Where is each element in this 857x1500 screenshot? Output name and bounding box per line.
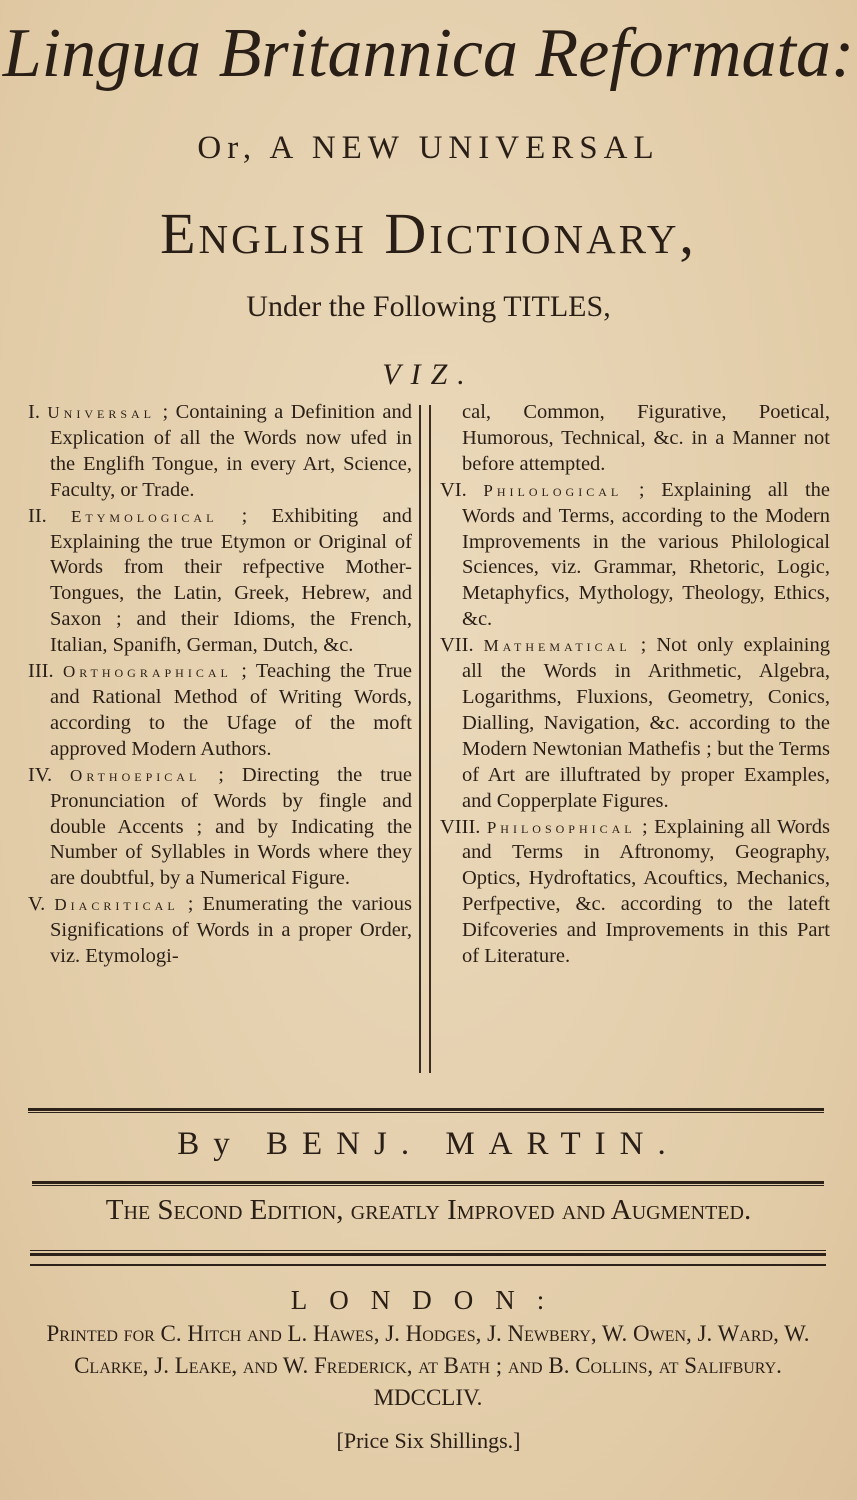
section-entry (440, 633, 830, 814)
title-line-4: Under the Following TITLES, (246, 290, 611, 323)
price-line: [Price Six Shillings.] (336, 1428, 521, 1453)
section-entry (28, 659, 412, 763)
section-text: cal, Common, Figurative, Poetical, Humorous, Technical, &c. in a Manner not before attempted. (462, 401, 830, 475)
column-divider (419, 405, 421, 1073)
section-heading: Orthoepical (70, 765, 201, 785)
left-column (28, 400, 412, 970)
author-line: By BENJ. MARTIN. (177, 1126, 680, 1162)
imprint-printers: Printed for C. Hitch and L. Hawes, J. Hodges, J. Newbery, W. Owen, J. Ward, W. Clarke, J. Leake, and W. Frederick, at Bath ; and B. Collins, at Salifbury. MDCCLIV. (46, 1321, 810, 1410)
section-heading: Philosophical (486, 817, 636, 837)
horizontal-rule (28, 1108, 824, 1113)
section-text: ; Enumerating the various Significations of Words in a proper Order, viz. Etymologi- (50, 893, 413, 968)
section-entry (28, 504, 412, 659)
section-text: ; Explaining all Words and Terms in Aftronomy, Geography, Optics, Hydroftatics, Acouftics, Mechanics, Perfpective, &c. according to the lateft Difcoveries and Improvements in this Part of Literature. (462, 815, 831, 968)
section-entry (440, 400, 830, 478)
section-heading: Orthographical (62, 662, 232, 682)
section-entry (440, 478, 830, 633)
section-entry (28, 400, 412, 504)
section-number: VI. (440, 478, 467, 501)
horizontal-rule (30, 1250, 826, 1256)
imprint-city: LONDON: (290, 1285, 567, 1315)
title-line-5: VIZ. (382, 358, 475, 391)
section-number: VII. (440, 634, 474, 657)
section-entry (28, 763, 412, 893)
section-number: II. (28, 504, 47, 527)
edition-line: The Second Edition, greatly Improved and Augmented. (105, 1194, 752, 1226)
title-line-1: Lingua Britannica Reformata: (2, 15, 855, 92)
section-text: ; Explaining all the Words and Terms, according to the Modern Improvements in the various Philological Sciences, viz. Grammar, Rhetoric, Logic, Metaphyfics, Mythology, Theology, Ethics, &c. (462, 478, 830, 631)
horizontal-rule (32, 1181, 824, 1186)
section-heading: Mathematical (483, 636, 631, 656)
column-divider (429, 405, 431, 1073)
section-text: ; Containing a Definition and Explication of all the Words now ufed in the Englifh Tongue, in every Art, Science, Faculty, or Trade. (50, 401, 413, 501)
section-text: ; Directing the true Pronunciation of Words by fingle and double Accents ; and by Indicating the Number of Syllables in Words where they are doubtful, by a Numerical Figure. (50, 763, 412, 890)
horizontal-rule (30, 1264, 826, 1266)
section-entry (28, 892, 412, 970)
section-text: ; Exhibiting and Explaining the true Etymon or Original of Words from their refpective Mother-Tongues, the Latin, Greek, Hebrew, and Saxon ; and their Idioms, the French, Italian, Spanifh, German, Dutch, &c. (50, 504, 412, 657)
title-line-2: Or, A NEW UNIVERSAL (197, 130, 660, 166)
section-entry (440, 815, 830, 970)
title-line-3: English Dictionary, (160, 201, 697, 266)
section-number: IV. (28, 763, 53, 786)
section-text: ; Teaching the True and Rational Method of Writing Words, according to the Ufage of the moft approved Modern Authors. (50, 660, 413, 760)
section-heading: Diacritical (54, 895, 179, 915)
section-heading: Etymological (71, 506, 218, 526)
section-number: III. (28, 660, 54, 683)
section-number: I. (28, 401, 40, 423)
section-number: VIII. (440, 815, 481, 838)
section-heading: Philological (483, 480, 623, 500)
section-heading: Universal (47, 403, 156, 422)
right-column (440, 400, 830, 970)
section-text: ; Not only explaining all the Words in Arithmetic, Algebra, Logarithms, Fluxions, Geometry, Conics, Dialling, Navigation, &c. according to the Modern Newtonian Mathefis ; but the Terms of Art are illuftrated by proper Examples, and Copperplate Figures. (462, 634, 830, 812)
section-number: V. (28, 893, 46, 916)
